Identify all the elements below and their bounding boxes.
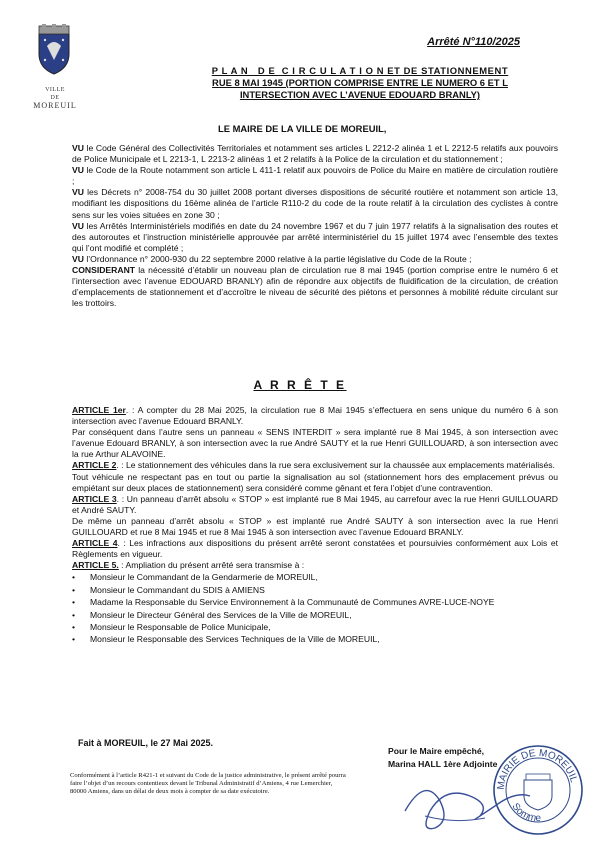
article-3-text: . : Un panneau d’arrêt absolu « STOP » est implanté rue 8 Mai 1945, au carrefour avec la rue Henri GUILLOUARD et André SAUTY. [72,493,558,515]
article-1-text: . : A compter du 28 Mai 2025, la circulation rue 8 Mai 1945 s’effectuera en sens unique du numéro 6 à son intersection avec l’avenue Edouard BRANLY. [72,405,558,427]
visa-text: le Code de la Route notamment son article L 411-1 relatif aux pouvoirs de Police du Maire en matière de circulation routière ; [72,165,558,187]
visa-lead: VU [72,187,84,198]
list-item [72,610,558,622]
article-1 [72,405,558,427]
considerant-text: la nécessité d’établir un nouveau plan de circulation rue 8 mai 1945 (portion comprise entre le numéro 6 et l’intersection avec l’avenue EDOUARD BRANLY) afin de répondre aux objectifs de fluidification de la circulation, de création d’emplacements de stationnement et d’accroître le niveau de sécurité des piétons et personnes à mobilité réduite circulant sur les trottoirs. [72,265,558,309]
visa-1 [72,143,558,165]
bullet-icon: • [72,621,76,632]
visa-5 [72,254,558,265]
title-line-3: INTERSECTION AVEC L’AVENUE EDOUARD BRANLY) [239,89,481,100]
visa-text: les Arrêtés Interministériels modifiés en date du 24 novembre 1967 et du 7 juin 1977 relatifs à la signalisation des routes et des autoroutes et l’instruction ministérielle approuvée par arrêté interministériel du 15 juillet 1974 avec l’ensemble des textes qui l’ont modifié et complété ; [72,220,558,253]
recipient-text: Monsieur le Responsable des Services Techniques de la Ville de MOREUIL, [90,634,380,645]
stamp-bottom-text: Somme [509,801,542,825]
maire-heading: LE MAIRE DE LA VILLE DE MOREUIL, [218,123,387,134]
article-3-para-2: De même un panneau d’arrêt absolu « STOP » est implanté rue André SAUTY à son intersection avec la rue Henri GUILLOUARD et rue 8 Mai 1945 et rue 8 Mai 1945 à son intersection avec l’avenue Edouard BRANLY. [72,515,558,538]
article-2-label: ARTICLE 2 [72,460,117,471]
title-line-2: RUE 8 MAI 1945 (PORTION COMPRISE ENTRE LE NUMERO 6 ET L [212,77,508,88]
article-4-label: ARTICLE 4 [72,538,118,549]
town-name: MOREUIL [33,101,77,110]
signature-name: Marina HALL 1ère Adjointe [388,759,498,769]
visas-section [72,143,558,309]
list-item [72,585,558,597]
bullet-icon: • [72,597,76,608]
visa-3 [72,187,558,220]
article-2-text: . : Le stationnement des véhicules dans la rue sera exclusivement sur la chaussée aux emplacements matérialisés. [116,460,555,471]
list-item [72,572,558,584]
recipient-text: Monsieur le Commandant de la Gendarmerie de MOREUIL, [90,572,318,583]
article-5-text: : Ampliation du présent arrêté sera transmise à : [118,560,305,571]
signature-title: Pour le Maire empêché, [388,746,484,756]
visa-4 [72,221,558,254]
recipient-text: Monsieur le Directeur Général des Services de la Ville de MOREUIL, [90,609,352,620]
bullet-icon: • [72,634,76,645]
stamp-top-text: MAIRIE DE MOREUIL [495,747,580,791]
recipient-text: Monsieur le Responsable de Police Municipale, [90,621,271,632]
svg-text:Somme [509,801,541,824]
visa-text: l’Ordonnance n° 2000-930 du 22 septembre 2000 relative à la partie législative du Code de la Route ; [83,253,472,264]
document-title [160,65,560,101]
title-line-1: P L A N D E C I R C U L A T I O N ET DE STATIONNEMENT [211,65,509,76]
bullet-icon: • [72,572,76,583]
recipient-text: Madame la Responsable du Service Environnement à la Communauté de Communes AVRE-LUCE-NOYE [90,597,495,608]
considerant [72,265,558,309]
article-4-text: . : Les infractions aux dispositions du présent arrêté seront constatées et poursuivies conformément aux Lois et Règlements en vigueur. [72,538,558,560]
recipient-text: Monsieur le Commandant du SDIS à AMIENS [90,584,265,595]
list-item [72,597,558,609]
fait-a-line: Fait à MOREUIL, le 27 Mai 2025. [78,738,214,748]
article-3-label: ARTICLE 3 [72,493,117,504]
legal-notice: Conformément à l’article R421-1 et suivant du Code de la justice administrative, le présent arrêté pourra faire l’objet d’un recours contentieux devant le Tribunal Administratif d’Amiens, 4 rue Lemerchier, 80000 Amiens, dans un délai de deux mois à compter de sa date exécutoire. [70,772,346,795]
town-label [20,86,90,110]
list-item [72,634,558,646]
visa-lead: VU [72,165,84,176]
article-2-para-2: Tout véhicule ne respectant pas en tout ou partie la signalisation au sol (stationnement hors des emplacement prévus ou empiétant sur deux places de stationnement) sera considéré comme gênant et fera l’objet d’une contravention. [72,471,558,493]
arrete-heading: A R R Ê T E [253,378,347,392]
article-1-label: ARTICLE 1er [72,405,126,415]
svg-text:MAIRIE DE MOREUIL [496,748,579,791]
de-label: DE [50,95,60,101]
article-4 [72,538,558,560]
bullet-icon: • [72,609,76,620]
visa-lead: VU [72,143,84,153]
recipient-list [72,572,558,646]
article-3 [72,494,558,516]
visa-text: les Décrets n° 2008-754 du 30 juillet 2008 portant diverses dispositions de sécurité routière et notamment son article 13, modifiant les dispositions du 16ème alinéa de l’article R110-2 du code de la route relatif à la circulation des cyclistes à contre sens sur les voies situées en zone 30 ; [72,187,558,220]
town-crest-icon [33,24,75,76]
list-item [72,622,558,634]
article-5 [72,560,558,571]
mairie-stamp-icon [490,740,586,836]
visa-lead: VU [72,220,84,231]
article-2 [72,460,558,471]
visa-text: le Code Général des Collectivités Territoriales et notamment ses articles L 2212-2 alinéa 1 et L 2212-5 relatifs aux pouvoirs de Police Municipale et L 2213-1, L 2213-2 alinéas 1 et 2 relatifs à la Police de la circulation et du stationnement ; [72,143,558,165]
article-1-para-2: Par conséquent dans l’autre sens un panneau « SENS INTERDIT » sera implanté rue 8 Mai 1945, à son intersection avec l’avenue Edouard BRANLY, à son intersection avec la rue André SAUTY et la rue Henri GUILLOUARD, à son intersection avec la rue Arthur ALAVOINE. [72,427,558,460]
visa-lead: VU [72,253,84,264]
arrete-reference: Arrêté N°110/2025 [427,36,520,48]
bullet-icon: • [72,584,76,595]
ville-label: VILLE [45,87,65,93]
article-5-label: ARTICLE 5. [72,560,119,571]
considerant-lead: CONSIDERANT [72,265,136,276]
visa-2 [72,165,558,187]
articles-section [72,405,558,647]
